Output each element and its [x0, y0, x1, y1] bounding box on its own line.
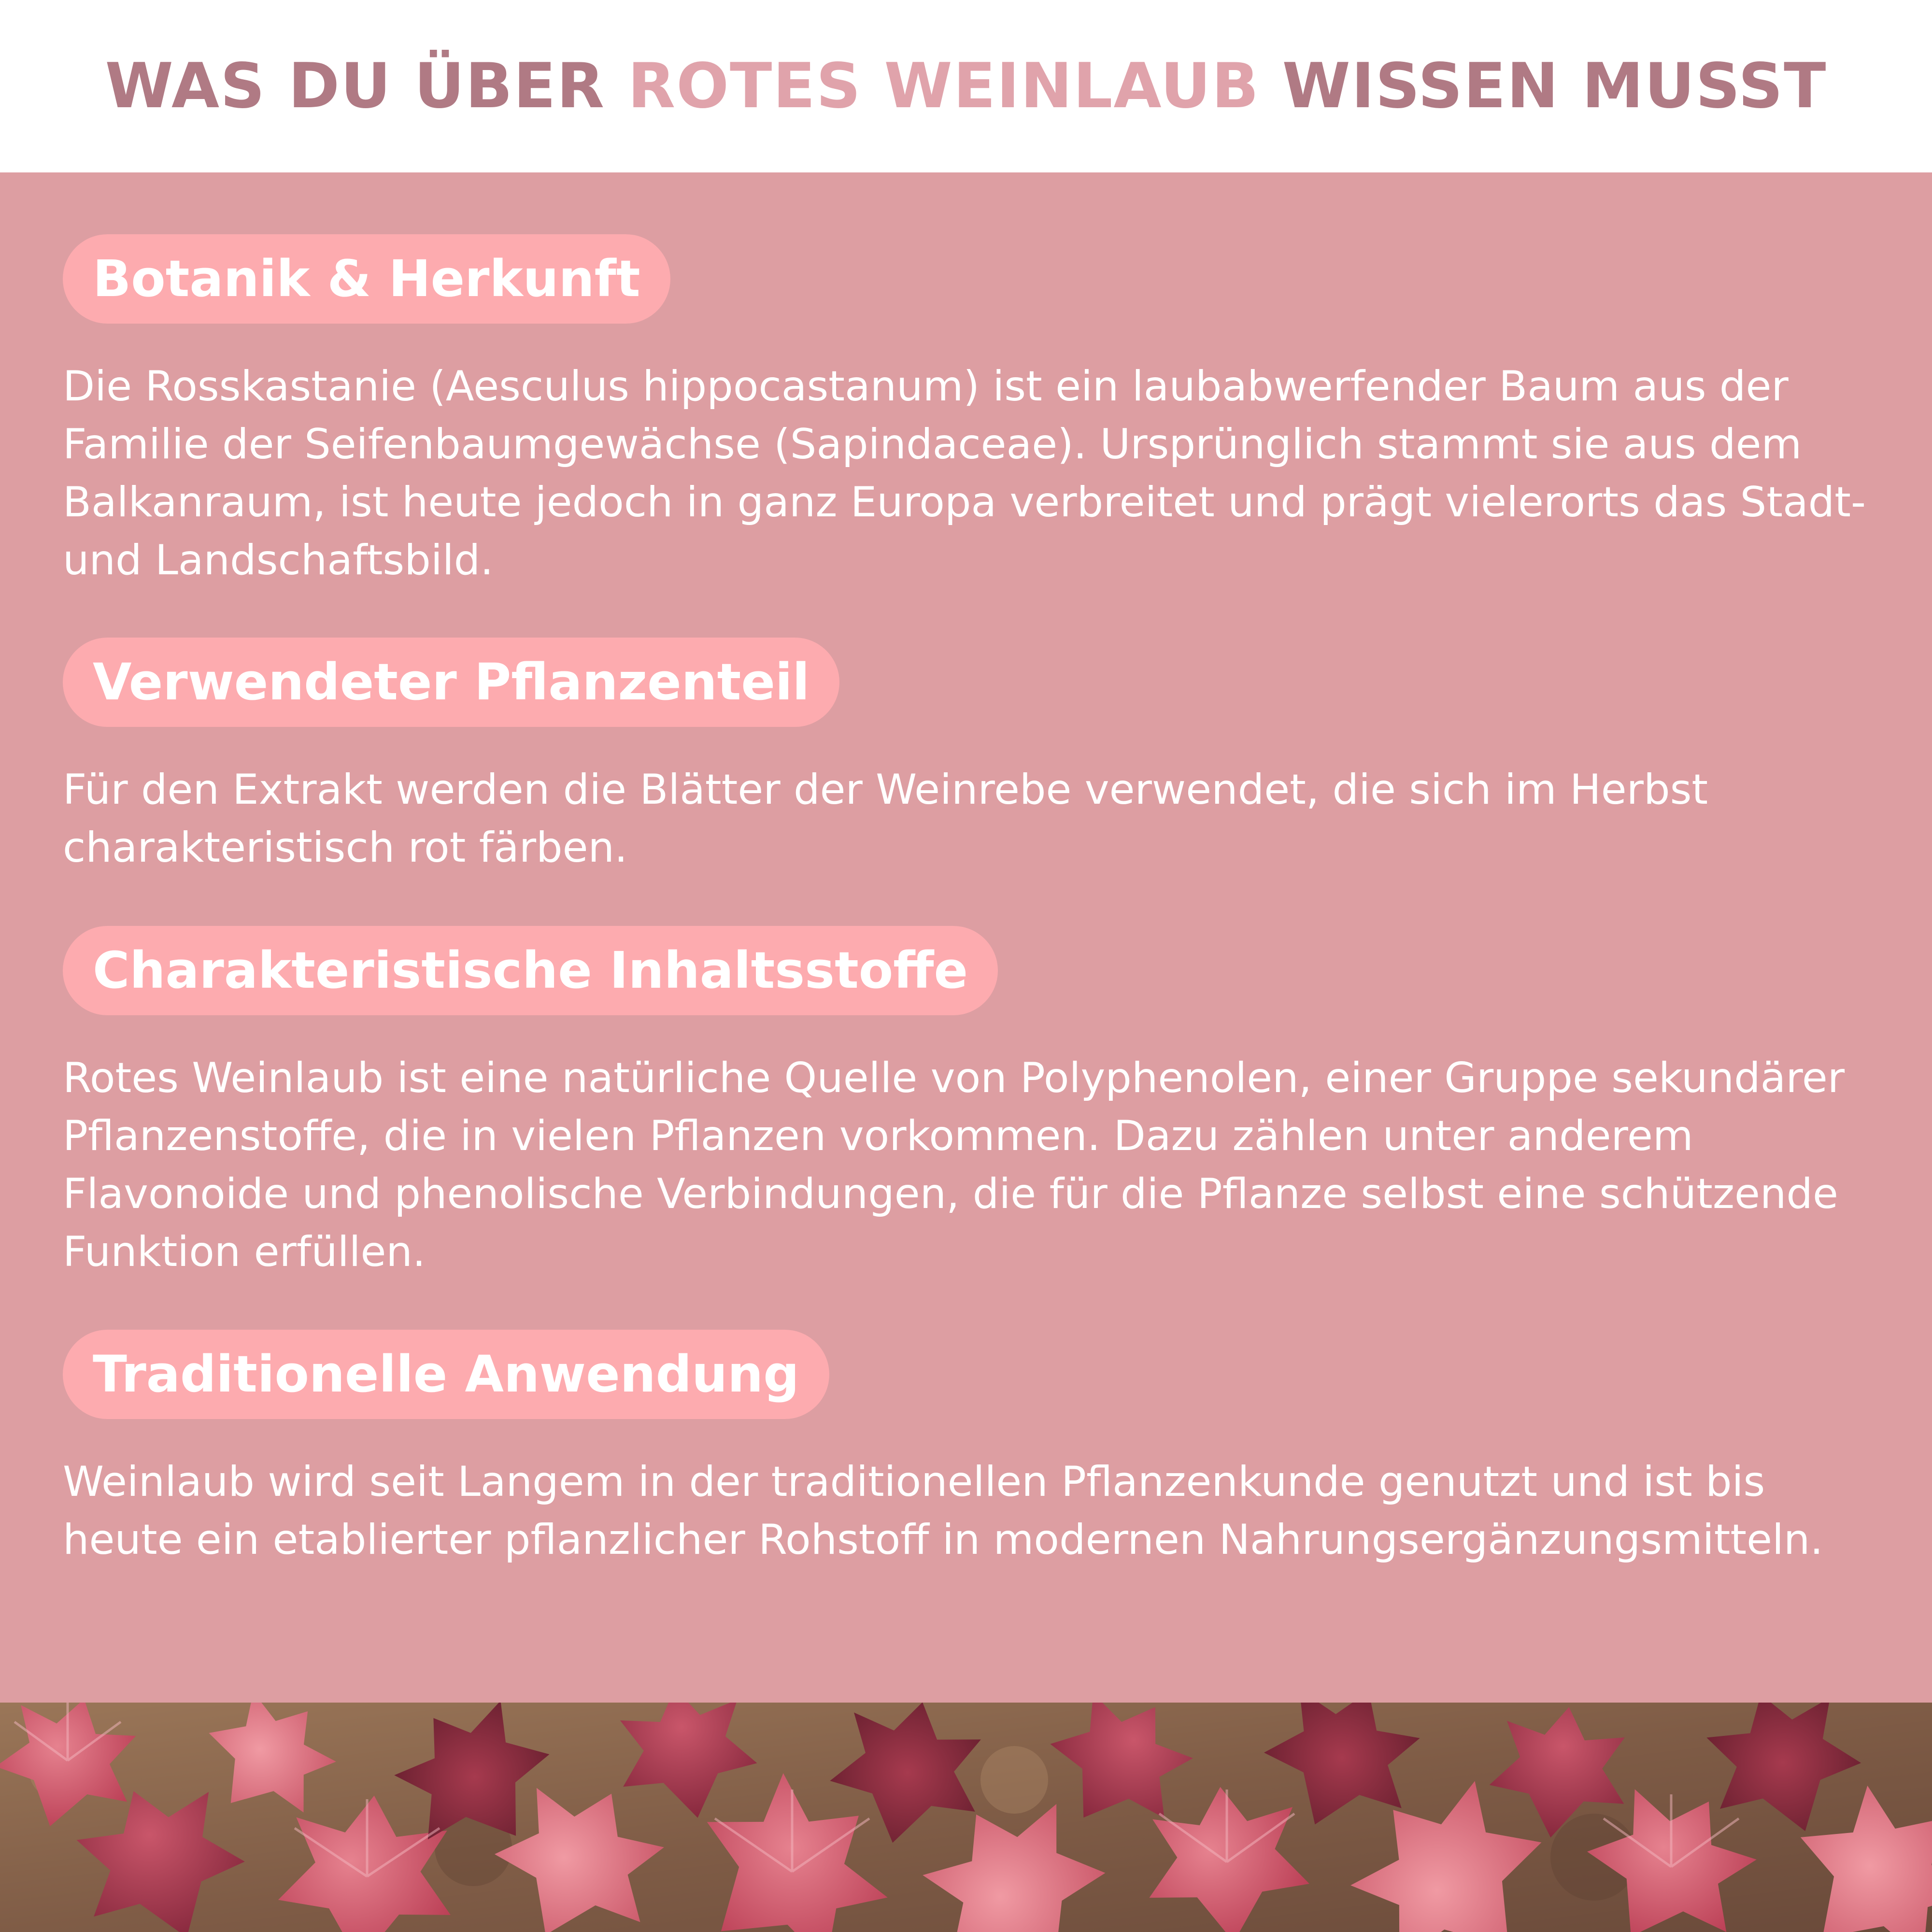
vine-leaves-illustration — [0, 1703, 1932, 1932]
section-botanik — [63, 234, 1869, 589]
red-vine-leaves-photo — [0, 1703, 1932, 1932]
section-heading-botanik: Botanik & Herkunft — [63, 234, 670, 324]
title-part-1: WAS DU ÜBER — [105, 50, 628, 122]
info-panel — [0, 172, 1932, 1703]
section-text-pflanzenteil: Für den Extrakt werden die Blätter der Weinrebe verwendet, die sich im Herbst charakteristisch rot färben. — [63, 766, 1708, 872]
section-text-inhaltsstoffe: Rotes Weinlaub ist eine natürliche Quelle von Polyphenolen, einer Gruppe sekundärer Pflanzenstoffe, die in vielen Pflanzen vorkommen. Dazu zählen unter anderem Flavonoide und phenolische Verbindungen, die für die Pflanze selbst eine schützende Funktion erfüllen. — [63, 1054, 1845, 1276]
section-text-anwendung: Weinlaub wird seit Langem in der traditionellen Pflanzenkunde genutzt und ist bis heute ein etablierter pflanzlicher Rohstoff in modernen Nahrungsergänzungsmitteln. — [63, 1458, 1823, 1564]
section-heading-pflanzenteil: Verwendeter Pflanzenteil — [63, 638, 839, 727]
section-heading-inhaltsstoffe: Charakteristische Inhaltsstoffe — [63, 926, 998, 1015]
section-heading-anwendung: Traditionelle Anwendung — [63, 1330, 829, 1419]
page-title — [105, 50, 1827, 122]
section-text-botanik: Die Rosskastanie (Aesculus hippocastanum) ist ein laubabwerfender Baum aus der Familie der Seifenbaumgewächse (Sapindaceae). Ursprünglich stammt sie aus dem Balkanraum, ist heute jedoch in ganz Europa verbreitet und prägt vielerorts das Stadt- und Landschaftsbild. — [63, 362, 1866, 584]
section-inhaltsstoffe — [63, 926, 1869, 1281]
section-anwendung — [63, 1330, 1869, 1569]
section-pflanzenteil — [63, 638, 1869, 877]
title-accent: ROTES WEINLAUB — [627, 50, 1260, 122]
title-part-2: WISSEN MUSST — [1260, 50, 1827, 122]
page-header — [0, 0, 1932, 172]
